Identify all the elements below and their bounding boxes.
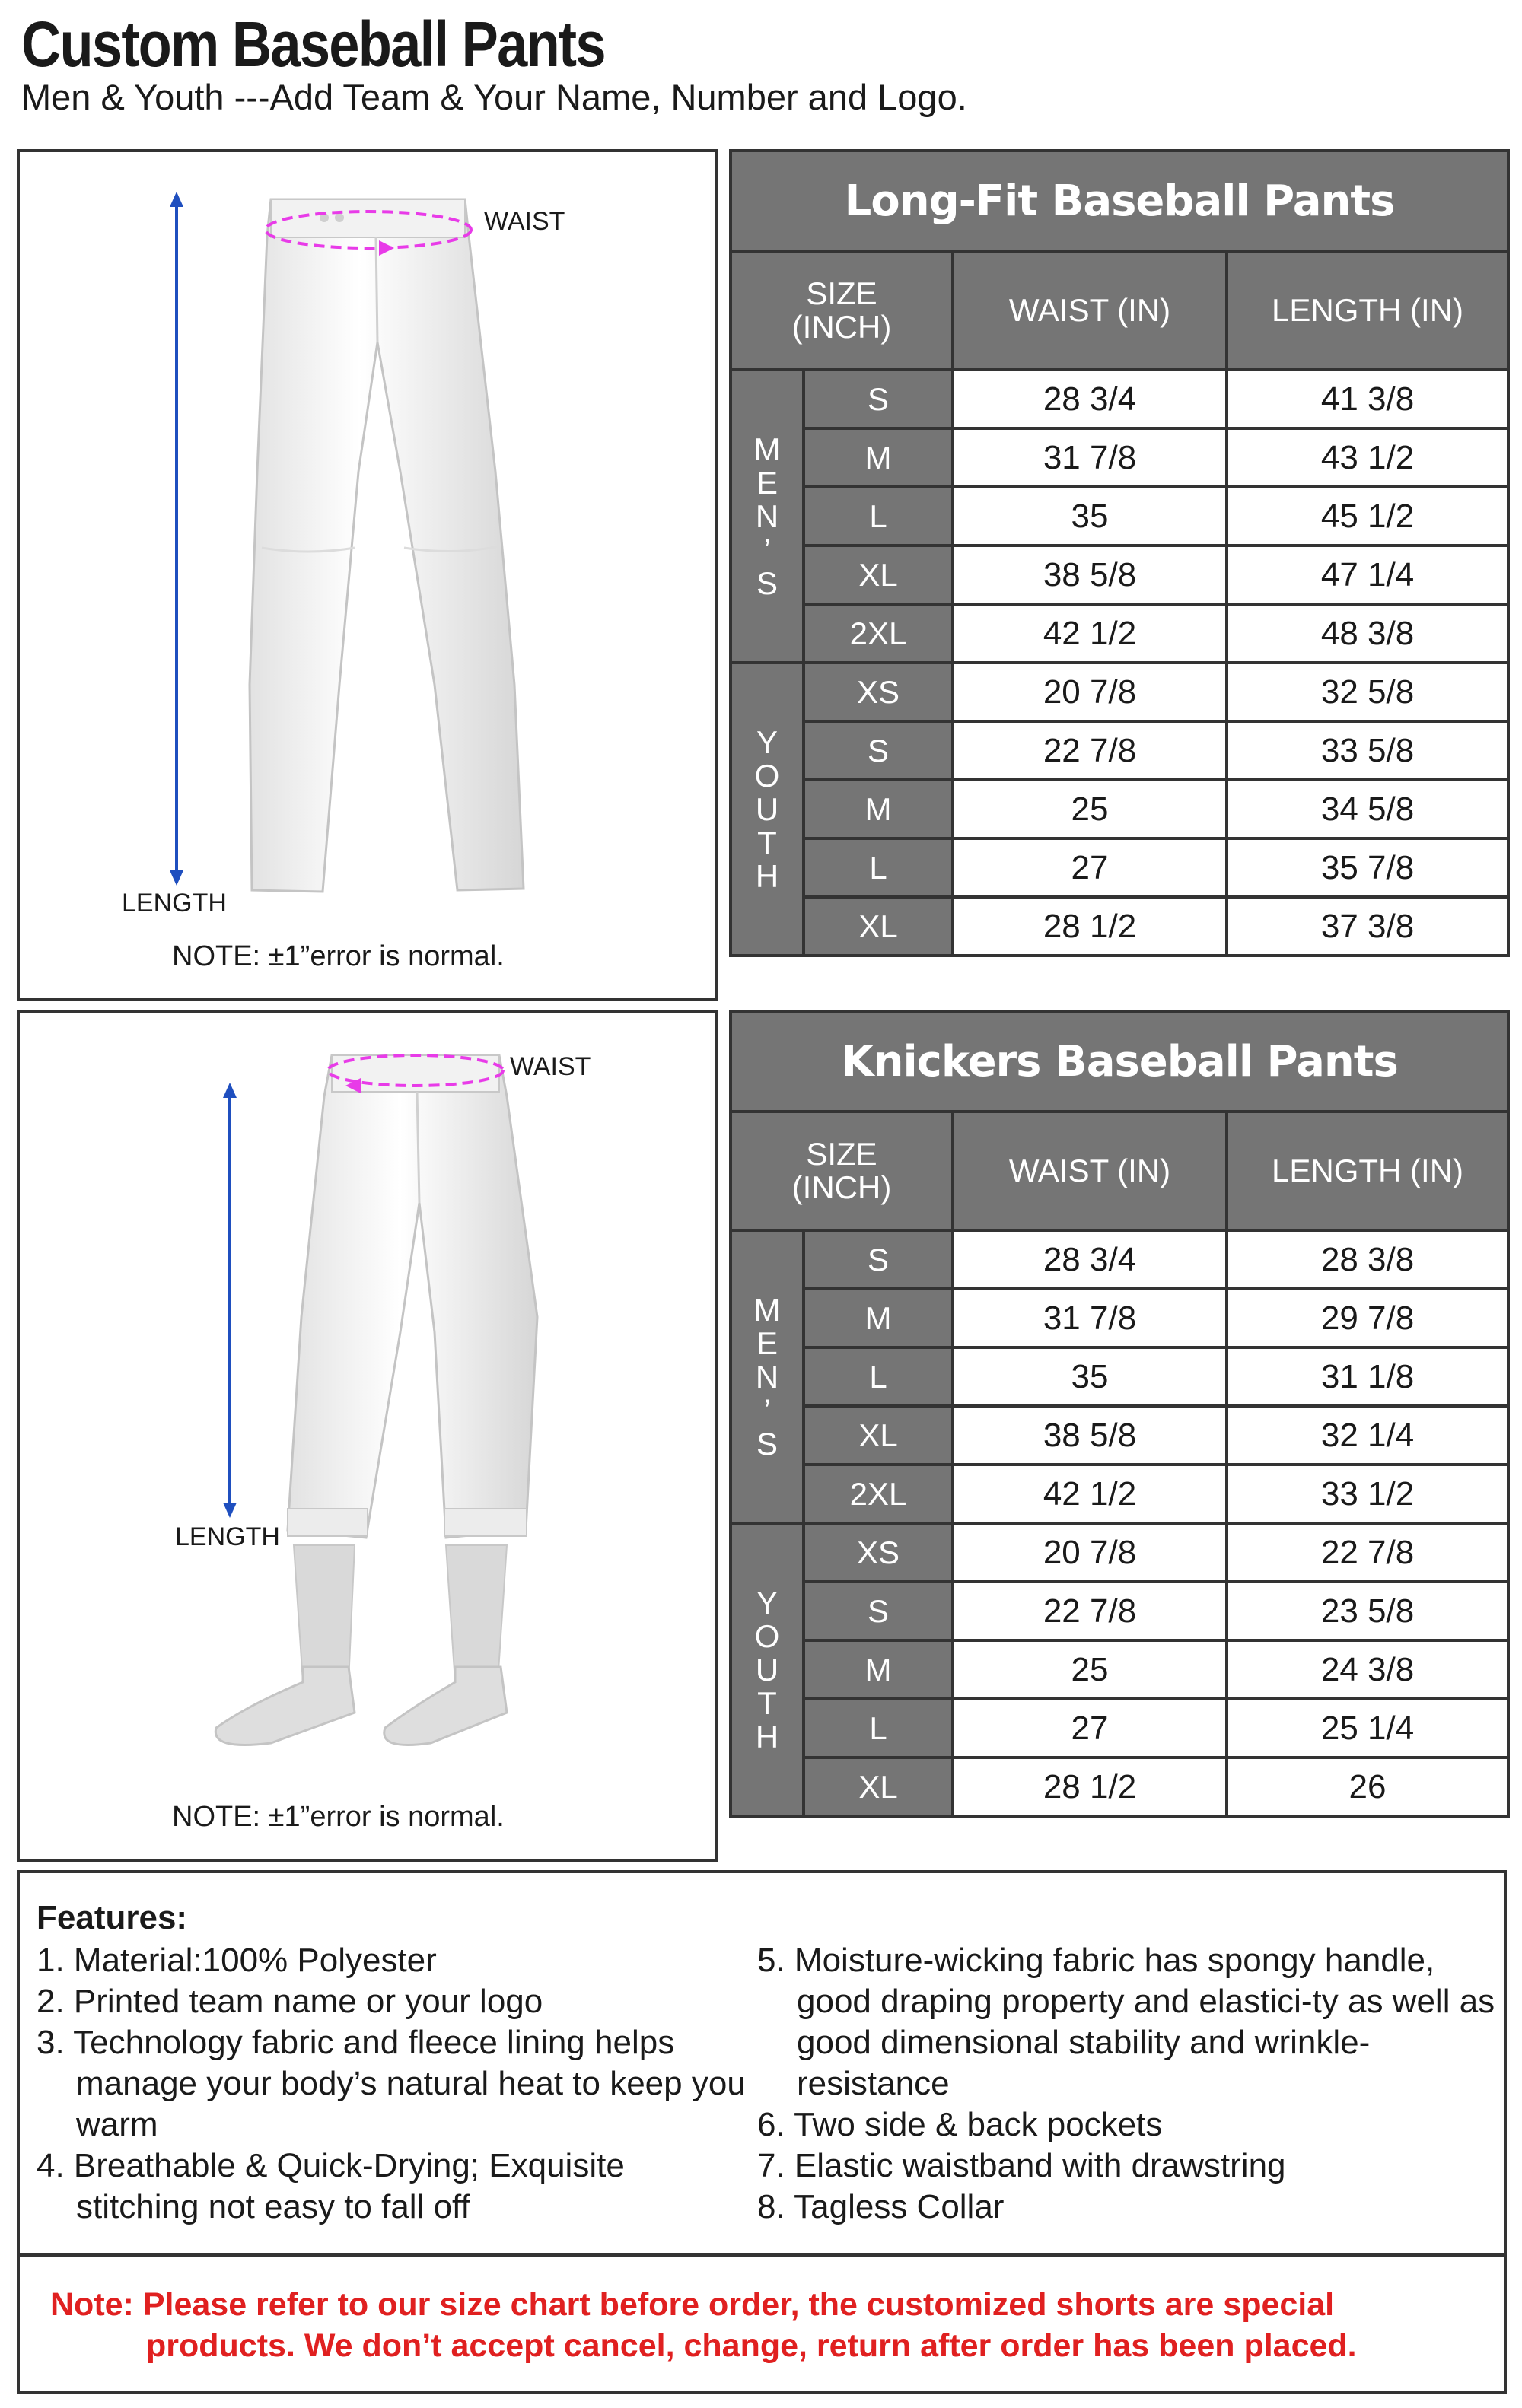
table-row bbox=[731, 780, 1508, 838]
waist-cell: 28 3/4 bbox=[953, 370, 1227, 428]
size-header: SIZE (INCH) bbox=[731, 1112, 953, 1230]
knickers-shape bbox=[288, 1055, 537, 1538]
table-row bbox=[731, 1699, 1508, 1757]
warning-line-2: products. We don’t accept cancel, change, return after order has been placed. bbox=[146, 2327, 1357, 2364]
waist-header: WAIST (IN) bbox=[953, 1112, 1227, 1230]
knickers-pants-diagram bbox=[17, 1010, 718, 1862]
feature-item: 1. Material:100% Polyester bbox=[37, 1942, 437, 1979]
length-arrow-bottom bbox=[170, 870, 183, 886]
size-cell: M bbox=[804, 428, 953, 487]
size-cell: S bbox=[804, 1582, 953, 1640]
group-label-youth: Y O U T H bbox=[731, 1523, 804, 1816]
feature-item: 7. Elastic waistband with drawstring bbox=[757, 2147, 1286, 2184]
table-row bbox=[731, 1289, 1508, 1347]
warning-line-1: Note: Please refer to our size chart before order, the customized shorts are special bbox=[50, 2286, 1335, 2323]
feature-item: 5. Moisture-wicking fabric has spongy handle, good draping property and elastici-ty as well as good dimensional stability and wrinkle-resistance bbox=[757, 1942, 1495, 2102]
long-fit-size-table bbox=[729, 149, 1510, 957]
page-subtitle: Men & Youth ---Add Team & Your Name, Number and Logo. bbox=[21, 77, 967, 117]
table-row bbox=[731, 1523, 1508, 1582]
table-row bbox=[731, 721, 1508, 780]
group-label-mens: M E N ’ S bbox=[731, 370, 804, 663]
size-cell: L bbox=[804, 1699, 953, 1757]
waist-header: WAIST (IN) bbox=[953, 251, 1227, 370]
waist-cell: 35 bbox=[953, 487, 1227, 546]
table-title: Knickers Baseball Pants bbox=[731, 1011, 1508, 1112]
table-row bbox=[731, 546, 1508, 604]
table-row bbox=[731, 1347, 1508, 1406]
feature-item: 3. Technology fabric and fleece lining helps manage your body’s natural heat to keep you warm bbox=[37, 2024, 746, 2143]
waist-cell: 22 7/8 bbox=[953, 721, 1227, 780]
waist-cell: 42 1/2 bbox=[953, 604, 1227, 663]
size-cell: XL bbox=[804, 1406, 953, 1465]
size-cell: S bbox=[804, 721, 953, 780]
features-left-column bbox=[37, 1940, 746, 2228]
length-cell: 26 bbox=[1227, 1757, 1508, 1816]
waist-cell: 28 3/4 bbox=[953, 1230, 1227, 1289]
length-header: LENGTH (IN) bbox=[1227, 251, 1508, 370]
table-row bbox=[731, 487, 1508, 546]
length-cell: 48 3/8 bbox=[1227, 604, 1508, 663]
table-row bbox=[731, 428, 1508, 487]
waist-label: WAIST bbox=[510, 1052, 591, 1081]
size-cell: XS bbox=[804, 663, 953, 721]
table-row bbox=[731, 1465, 1508, 1523]
table-title: Long-Fit Baseball Pants bbox=[731, 151, 1508, 251]
long-pants-diagram bbox=[17, 149, 718, 1001]
length-arrow-bottom bbox=[223, 1503, 237, 1518]
waist-cell: 38 5/8 bbox=[953, 1406, 1227, 1465]
left-cuff bbox=[288, 1509, 368, 1536]
length-cell: 35 7/8 bbox=[1227, 838, 1508, 897]
table-row bbox=[731, 1640, 1508, 1699]
length-cell: 23 5/8 bbox=[1227, 1582, 1508, 1640]
size-cell: 2XL bbox=[804, 604, 953, 663]
length-label: LENGTH bbox=[175, 1522, 280, 1551]
size-cell: L bbox=[804, 1347, 953, 1406]
waist-cell: 20 7/8 bbox=[953, 1523, 1227, 1582]
size-cell: L bbox=[804, 838, 953, 897]
waist-cell: 42 1/2 bbox=[953, 1465, 1227, 1523]
length-cell: 32 1/4 bbox=[1227, 1406, 1508, 1465]
length-cell: 33 5/8 bbox=[1227, 721, 1508, 780]
error-note: NOTE: ±1”error is normal. bbox=[172, 940, 505, 972]
feature-item: 6. Two side & back pockets bbox=[757, 2106, 1163, 2143]
waist-cell: 28 1/2 bbox=[953, 1757, 1227, 1816]
length-cell: 33 1/2 bbox=[1227, 1465, 1508, 1523]
length-arrow-top bbox=[170, 192, 183, 207]
size-header: SIZE (INCH) bbox=[731, 251, 953, 370]
group-label-youth: Y O U T H bbox=[731, 663, 804, 956]
size-cell: S bbox=[804, 370, 953, 428]
length-header: LENGTH (IN) bbox=[1227, 1112, 1508, 1230]
knickers-pants-illustration bbox=[20, 1013, 715, 1859]
waist-cell: 38 5/8 bbox=[953, 546, 1227, 604]
length-cell: 24 3/8 bbox=[1227, 1640, 1508, 1699]
waist-cell: 20 7/8 bbox=[953, 663, 1227, 721]
length-cell: 29 7/8 bbox=[1227, 1289, 1508, 1347]
long-pants-illustration bbox=[20, 152, 715, 998]
features-right-column bbox=[757, 1940, 1495, 2228]
page-title: Custom Baseball Pants bbox=[21, 8, 605, 80]
waist-cell: 27 bbox=[953, 1699, 1227, 1757]
waist-cell: 22 7/8 bbox=[953, 1582, 1227, 1640]
group-label-mens: M E N ’ S bbox=[731, 1230, 804, 1523]
feature-item: 8. Tagless Collar bbox=[757, 2188, 1005, 2225]
table-row bbox=[731, 897, 1508, 956]
feature-item: 4. Breathable & Quick-Drying; Exquisite stitching not easy to fall off bbox=[37, 2147, 625, 2225]
length-cell: 25 1/4 bbox=[1227, 1699, 1508, 1757]
length-cell: 31 1/8 bbox=[1227, 1347, 1508, 1406]
waist-cell: 25 bbox=[953, 1640, 1227, 1699]
right-cuff bbox=[444, 1509, 527, 1536]
length-cell: 43 1/2 bbox=[1227, 428, 1508, 487]
table-row bbox=[731, 1406, 1508, 1465]
length-arrow-top bbox=[223, 1083, 237, 1098]
error-note: NOTE: ±1”error is normal. bbox=[172, 1801, 505, 1833]
waistband bbox=[271, 199, 465, 237]
table-row bbox=[731, 1582, 1508, 1640]
length-cell: 28 3/8 bbox=[1227, 1230, 1508, 1289]
length-cell: 32 5/8 bbox=[1227, 663, 1508, 721]
waist-cell: 31 7/8 bbox=[953, 428, 1227, 487]
order-warning bbox=[50, 2284, 1481, 2366]
table-row bbox=[731, 1230, 1508, 1289]
features-title: Features: bbox=[37, 1899, 188, 1936]
table-row bbox=[731, 838, 1508, 897]
length-cell: 47 1/4 bbox=[1227, 546, 1508, 604]
size-cell: XL bbox=[804, 546, 953, 604]
right-cleat bbox=[384, 1667, 507, 1745]
length-cell: 45 1/2 bbox=[1227, 487, 1508, 546]
length-cell: 41 3/8 bbox=[1227, 370, 1508, 428]
size-cell: M bbox=[804, 1640, 953, 1699]
knickers-size-table bbox=[729, 1010, 1510, 1818]
size-cell: L bbox=[804, 487, 953, 546]
feature-item: 2. Printed team name or your logo bbox=[37, 1983, 543, 2020]
table-row bbox=[731, 370, 1508, 428]
size-cell: M bbox=[804, 1289, 953, 1347]
length-cell: 34 5/8 bbox=[1227, 780, 1508, 838]
waist-cell: 27 bbox=[953, 838, 1227, 897]
size-cell: M bbox=[804, 780, 953, 838]
table-row bbox=[731, 663, 1508, 721]
waist-cell: 35 bbox=[953, 1347, 1227, 1406]
length-label: LENGTH bbox=[122, 889, 227, 918]
length-cell: 37 3/8 bbox=[1227, 897, 1508, 956]
waist-cell: 28 1/2 bbox=[953, 897, 1227, 956]
length-cell: 22 7/8 bbox=[1227, 1523, 1508, 1582]
table-row bbox=[731, 1757, 1508, 1816]
size-cell: 2XL bbox=[804, 1465, 953, 1523]
size-cell: XL bbox=[804, 897, 953, 956]
waist-cell: 25 bbox=[953, 780, 1227, 838]
size-cell: S bbox=[804, 1230, 953, 1289]
table-row bbox=[731, 604, 1508, 663]
size-cell: XL bbox=[804, 1757, 953, 1816]
waist-label: WAIST bbox=[484, 207, 565, 236]
waist-cell: 31 7/8 bbox=[953, 1289, 1227, 1347]
size-cell: XS bbox=[804, 1523, 953, 1582]
long-pants-shape bbox=[250, 199, 524, 892]
left-cleat bbox=[215, 1667, 355, 1745]
